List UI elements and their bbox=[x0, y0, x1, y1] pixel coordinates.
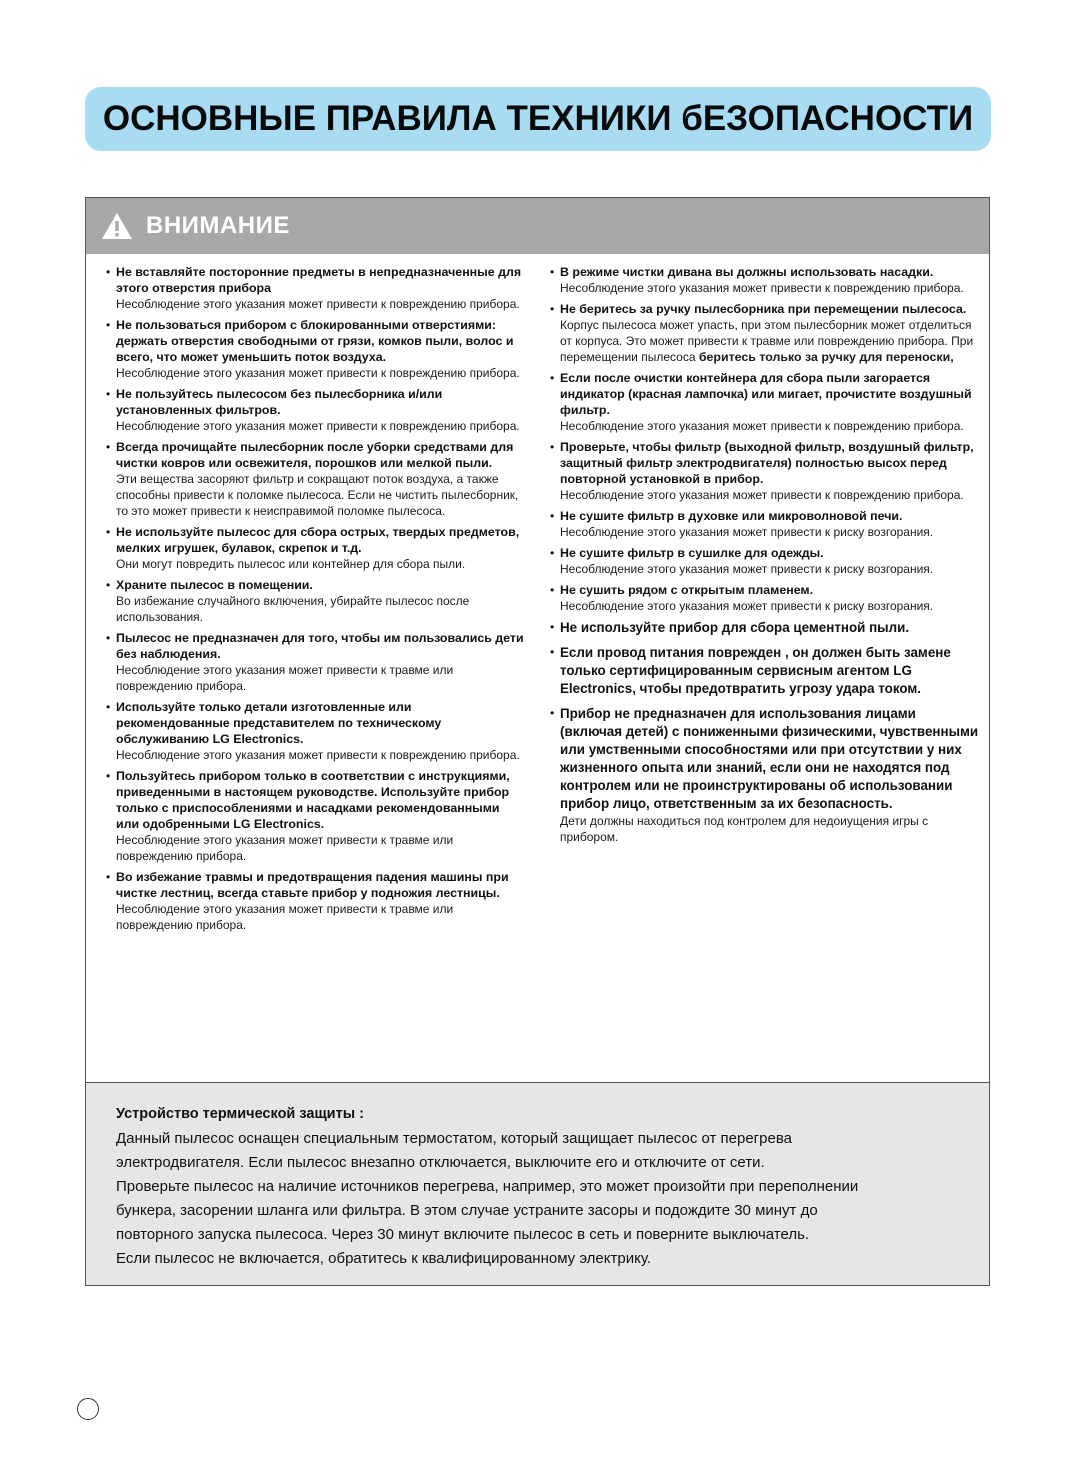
list-item bbox=[550, 439, 980, 503]
item-note: Несоблюдение этого указания может привести к повреждению прибора. bbox=[116, 366, 520, 380]
list-item bbox=[550, 508, 980, 540]
item-note: Эти вещества засоряют фильтр и сокращают поток воздуха, а также способны привести к поломке пылесоса. Если не чистить пылесборник, то это может привести к неисправимой поломке пылесоса. bbox=[116, 472, 519, 518]
item-note: Несоблюдение этого указания может привести к повреждению прибора. bbox=[560, 488, 964, 502]
item-bold: • Пользуйтесь прибором только в соответствии с инструкциями, приведенными в настоящем руководстве. Используйте прибор только с приспособлениями и насадками рекомендованными или одобренными LG Electronics. bbox=[116, 769, 510, 831]
item-bold: • Не сушить рядом с открытым пламенем. bbox=[560, 583, 814, 597]
list-item bbox=[106, 524, 526, 572]
thermal-title: Устройство термической защиты : bbox=[116, 1106, 364, 1122]
item-note: Они могут повредить пылесос или контейнер для сбора пыли. bbox=[116, 557, 466, 571]
title-banner bbox=[85, 87, 991, 151]
list-item bbox=[550, 264, 980, 296]
warning-label: ВНИМАНИЕ bbox=[146, 212, 290, 239]
item-bold: • Храните пылесос в помещении. bbox=[116, 578, 313, 592]
item-note: Несоблюдение этого указания может привести к риску возгорания. bbox=[560, 599, 934, 613]
list-item bbox=[106, 869, 526, 933]
item-bold: • Не пользоваться прибором с блокированными отверстиями: держать отверстия свободными от грязи, комков пыли, волос и всего, что может уменьшить поток воздуха. bbox=[116, 318, 514, 364]
item-bold: • Проверьте, чтобы фильтр (выходной фильтр, воздушный фильтр, защитный фильтр электродвигателя) полностью высох перед повторной установкой в прибор. bbox=[560, 440, 974, 486]
warning-triangle-icon bbox=[100, 211, 134, 241]
item-note: Несоблюдение этого указания может привести к повреждению прибора. bbox=[116, 748, 520, 762]
item-bold: • Всегда прочищайте пылесборник после уборки средствами для чистки ковров или освежителя, порошков или мелкой пыли. bbox=[116, 440, 514, 470]
right-column bbox=[550, 264, 980, 852]
list-item bbox=[550, 644, 980, 698]
list-item bbox=[550, 370, 980, 434]
item-bold: • Если после очистки контейнера для сбора пыли загорается индикатор (красная лампочка) или мигает, прочистите воздушный фильтр. bbox=[560, 371, 972, 417]
page-title: ОСНОВНЫЕ ПРАВИЛА ТЕХНИКИ бЕЗОПАСНОСТИ bbox=[102, 99, 974, 138]
thermal-line: Если пылесос не включается, обратитесь к квалифицированному электрику. bbox=[116, 1250, 651, 1267]
list-item bbox=[106, 317, 526, 381]
item-note-bold: беритесь только за ручку для переноски, bbox=[698, 350, 954, 364]
item-bold: • Если провод питания поврежден , он должен быть замене только сертифицированным сервисным агентом LG Electronics, чтобы предотвратить угрозу удара током. bbox=[560, 645, 951, 696]
left-column bbox=[106, 264, 526, 938]
item-note-text: Корпус пылесоса может упасть, при этом пылесборник может отделиться от корпуса. Это может привести к травме или повреждению прибора. При перемещении пылесоса bbox=[560, 318, 974, 364]
item-note: Во избежание случайного включения, убирайте пылесос после использования. bbox=[116, 594, 470, 624]
item-bold: • В режиме чистки дивана вы должны использовать насадки. bbox=[560, 265, 934, 279]
list-item bbox=[550, 619, 980, 637]
item-bold: • Не беритесь за ручку пылесборника при перемещении пылесоса. bbox=[560, 302, 967, 316]
item-bold: • Не используйте пылесос для сбора острых, твердых предметов, мелких игрушек, булавок, скрепок и т.д. bbox=[116, 525, 520, 555]
item-bold: • Во избежание травмы и предотвращения падения машины при чистке лестниц, всегда ставьте прибор у подножия лестницы. bbox=[116, 870, 509, 900]
list-item bbox=[550, 545, 980, 577]
list-item bbox=[106, 699, 526, 763]
list-item bbox=[106, 577, 526, 625]
page-number-circle bbox=[77, 1398, 99, 1420]
item-note bbox=[560, 317, 980, 365]
list-item bbox=[550, 582, 980, 614]
thermal-line: Данный пылесос оснащен специальным термостатом, который защищает пылесос от перегрева bbox=[116, 1130, 792, 1147]
item-note: Несоблюдение этого указания может привести к травме или повреждению прибора. bbox=[116, 833, 454, 863]
thermal-line: бункера, засорении шланга или фильтра. В этом случае устраните засоры и подождите 30 минут до bbox=[116, 1202, 818, 1219]
list-item bbox=[550, 301, 980, 365]
item-note: Несоблюдение этого указания может привести к травме или повреждению прибора. bbox=[116, 902, 454, 932]
warning-header bbox=[86, 198, 989, 254]
item-note: Несоблюдение этого указания может привести к повреждению прибора. bbox=[560, 419, 964, 433]
list-item bbox=[106, 630, 526, 694]
item-bold: • Не используйте прибор для сбора цементной пыли. bbox=[560, 620, 910, 635]
item-note: Несоблюдение этого указания может привести к риску возгорания. bbox=[560, 525, 934, 539]
warning-box bbox=[85, 197, 990, 1286]
item-note: Несоблюдение этого указания может привести к риску возгорания. bbox=[560, 562, 934, 576]
list-item bbox=[106, 386, 526, 434]
item-note: Дети должны находиться под контролем для недоиущения игры с прибором. bbox=[560, 814, 929, 844]
item-bold: • Не вставляйте посторонние предметы в непредназначенные для этого отверстия прибора bbox=[116, 265, 522, 295]
item-bold: • Не пользуйтесь пылесосом без пылесборника и/или установленных фильтров. bbox=[116, 387, 443, 417]
item-note: Несоблюдение этого указания может привести к повреждению прибора. bbox=[560, 281, 964, 295]
item-bold: • Не сушите фильтр в духовке или микроволновой печи. bbox=[560, 509, 903, 523]
item-note: Несоблюдение этого указания может привести к повреждению прибора. bbox=[116, 297, 520, 311]
thermal-line: Проверьте пылесос на наличие источников перегрева, например, это может произойти при переполнении bbox=[116, 1178, 859, 1195]
thermal-protection-section bbox=[86, 1082, 989, 1285]
item-bold: • Пылесос не предназначен для того, чтобы им пользовались дети без наблюдения. bbox=[116, 631, 524, 661]
list-item bbox=[106, 264, 526, 312]
list-item bbox=[106, 439, 526, 519]
item-note: Несоблюдение этого указания может привести к повреждению прибора. bbox=[116, 419, 520, 433]
list-item bbox=[106, 768, 526, 864]
item-bold: • Прибор не предназначен для использования лицами (включая детей) с пониженными физическими, чувственными или умственными способностями или при отсутствии у них жизненного опыта или знаний, если они не находятся под контролем или не проинструктированы об использовании прибор лицо, ответственным за их безопасность. bbox=[560, 706, 979, 811]
thermal-line: повторного запуска пылесоса. Через 30 минут включите пылесос в сеть и поверните выключатель. bbox=[116, 1226, 810, 1243]
item-bold: • Используйте только детали изготовленные или рекомендованные представителем по техническому обслуживанию LG Electronics. bbox=[116, 700, 442, 746]
item-bold: • Не сушите фильтр в сушилке для одежды. bbox=[560, 546, 824, 560]
item-note: Несоблюдение этого указания может привести к травме или повреждению прибора. bbox=[116, 663, 454, 693]
thermal-content bbox=[116, 1103, 956, 1271]
list-item bbox=[550, 705, 980, 845]
thermal-line: электродвигателя. Если пылесос внезапно отключается, выключите его и отключите от сети. bbox=[116, 1154, 765, 1171]
